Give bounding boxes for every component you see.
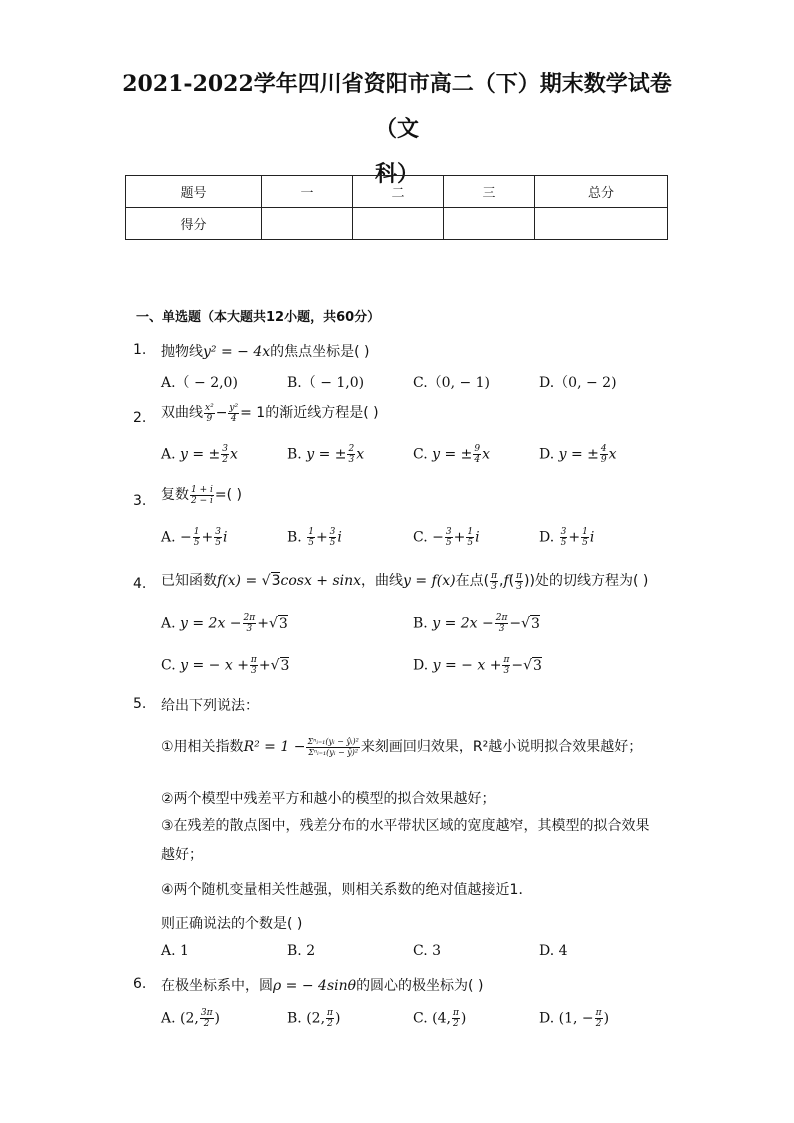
fraction (214, 527, 222, 548)
denominator: 9 (206, 413, 213, 424)
denominator: 3 (348, 455, 355, 465)
denominator: 5 (560, 538, 567, 548)
operator: + (568, 529, 581, 546)
fraction (221, 444, 229, 465)
fraction (452, 1008, 460, 1029)
denominator: 4 (230, 413, 237, 424)
score-header-cell: 三 (444, 176, 535, 208)
math-expr: (2, (306, 1010, 326, 1027)
numerator: 1 (193, 527, 200, 537)
option-label: C. (413, 446, 428, 463)
stem-text: ①用相关指数 (161, 739, 244, 755)
fraction (326, 1008, 334, 1029)
stem-text: 处的切线方程为( ) (534, 573, 649, 589)
numerator: 2π (495, 613, 508, 623)
math-expr: y = f(x) (403, 573, 456, 589)
numerator: 4 (600, 444, 607, 454)
score-header-cell: 一 (262, 176, 353, 208)
question-stem (161, 341, 370, 361)
fraction (306, 737, 359, 758)
math-expr: x (230, 446, 238, 463)
option-label: C. (413, 529, 428, 546)
option-d: D. $\frac{3}{5}$ + $\frac{1}{5}$ i (539, 527, 595, 548)
question-number: 6. (133, 976, 147, 992)
option-c (413, 444, 490, 465)
option-b (287, 444, 364, 465)
score-cell (444, 208, 535, 240)
option-a: A. 1 (161, 943, 189, 959)
option-d: D. y = − x + $\frac{\pi}{3}$ −√3 (413, 655, 542, 676)
denominator: 5 (308, 538, 314, 548)
math-expr: y = ± (180, 446, 221, 463)
option-label: A. (161, 446, 176, 463)
option-label: C. (161, 657, 176, 674)
section-heading: 一、单选题（本大题共12小题，共60分） (136, 310, 381, 325)
option-b: B. 2 (287, 943, 316, 959)
option-c (413, 1008, 466, 1029)
math-expr: R² = 1 − (243, 739, 306, 755)
radicand: 3 (280, 657, 290, 674)
denominator: 5 (445, 538, 452, 548)
score-cell (535, 208, 668, 240)
fraction (560, 527, 568, 548)
option-a: A. y = 2x − $\frac{2\pi}{3}$ +√3 (161, 613, 288, 634)
math-expr: y = − x + (180, 657, 249, 674)
option-d (539, 444, 617, 465)
option-c: C. − $\frac{3}{5}$ + $\frac{1}{5}$ i (413, 527, 480, 548)
score-header-cell: 题号 (126, 176, 262, 208)
numerator: π (452, 1008, 459, 1018)
math-expr: x (482, 446, 491, 463)
denominator: 5 (193, 538, 200, 548)
fraction (204, 403, 215, 424)
denominator: 5 (215, 538, 221, 548)
denominator: 2 (222, 455, 229, 465)
math-expr: ) (603, 1010, 610, 1027)
fraction (495, 613, 509, 634)
denominator: 3 (516, 581, 522, 592)
fraction (473, 444, 481, 465)
question-number: 2. (133, 410, 147, 426)
question-number: 4. (133, 576, 147, 592)
math-expr: f(x) = (217, 573, 262, 589)
numerator: 3 (445, 527, 452, 537)
math-expr: x (356, 446, 365, 463)
stem-text: 复数 (161, 487, 189, 503)
math-expr: (4, (432, 1010, 451, 1027)
numerator: 3π (200, 1008, 213, 1018)
stem-text: 已知函数 (161, 573, 217, 589)
statement-2: ②两个模型中残差平方和越小的模型的拟合效果越好； (161, 791, 496, 807)
operator: + (453, 529, 466, 546)
math-expr: y = ± (558, 446, 599, 463)
option-c: C. y = − x + $\frac{\pi}{3}$ +√3 (161, 655, 290, 676)
question-stem (161, 975, 483, 995)
option-d (539, 1008, 609, 1029)
numerator: Σⁿᵢ₌₁(yᵢ − ŷᵢ)² (307, 736, 359, 746)
question-stem (161, 484, 242, 506)
fraction (595, 1008, 603, 1029)
denominator: 5 (582, 538, 588, 548)
denominator: 2 (203, 1019, 210, 1029)
fraction (347, 444, 355, 465)
math-expr: ) (460, 1010, 467, 1027)
option-b: B. $\frac{1}{5}$ + $\frac{3}{5}$ i (287, 527, 342, 548)
denominator: 3 (251, 666, 257, 676)
numerator: π (250, 655, 257, 665)
math-expr: ρ = − 4sinθ (273, 978, 357, 994)
option-a (161, 1008, 220, 1029)
option-d: D. 4 (539, 943, 568, 959)
numerator: 2π (243, 613, 256, 623)
question-number: 5. (133, 696, 147, 712)
radicand: 3 (271, 573, 281, 589)
fraction (307, 527, 315, 548)
operator: + (258, 657, 271, 674)
question-ask: 则正确说法的个数是( ) (161, 916, 303, 932)
numerator: π (503, 655, 510, 665)
denominator: 3 (503, 666, 510, 676)
fraction (190, 485, 214, 506)
statement-4: ④两个随机变量相关性越强，则相关系数的绝对值越接近1． (161, 882, 533, 898)
option-label: D. (539, 529, 555, 546)
radicand: 3 (278, 615, 288, 632)
statement-3: ③在残差的散点图中，残差分布的水平带状区域的宽度越窄，其模型的拟合效果越好； (161, 818, 650, 863)
question-stem: 双曲线 $\frac{\text{x²}}{9}$ − $\frac{\text{y²}}{4}$ = 1的渐近线方程是( ) (161, 402, 379, 424)
score-cell (353, 208, 444, 240)
numerator: x² (205, 402, 214, 413)
option-label: D. (539, 446, 555, 463)
numerator: π (595, 1008, 602, 1018)
score-row-label: 得分 (126, 208, 262, 240)
math-expr: y = 2x − (180, 615, 242, 632)
math-expr: ) (334, 1010, 341, 1027)
stem-text: 在极坐标系中，圆 (161, 978, 273, 994)
numerator: π (327, 1008, 333, 1018)
sign: − (432, 529, 444, 546)
math-expr: (2, (180, 1010, 199, 1027)
score-cell (262, 208, 353, 240)
operator: − (511, 657, 524, 674)
fraction (193, 527, 201, 548)
stem-text: 在点 (455, 573, 484, 589)
stem-text: 抛物线 (161, 344, 203, 360)
stem-text: 双曲线 (161, 405, 203, 421)
option-label: A. (161, 529, 176, 546)
numerator: 1 (467, 527, 474, 537)
numerator: 3 (560, 527, 567, 537)
option-b: B. y = 2x − $\frac{2\pi}{3}$ −√3 (413, 613, 540, 634)
denominator: 3 (246, 624, 253, 634)
stem-text: =( ) (214, 487, 242, 503)
fraction (515, 571, 523, 592)
option-c: C. 3 (413, 943, 442, 959)
denominator: 5 (467, 538, 474, 548)
radicand: 3 (533, 657, 542, 674)
option-label: C. (413, 1010, 428, 1027)
operator: − (509, 615, 522, 632)
fraction (466, 527, 474, 548)
question-stem: 给出下列说法： (161, 698, 259, 714)
option-label: D. (413, 657, 429, 674)
option-label: A. (161, 615, 176, 632)
option-label: A. (161, 1010, 176, 1027)
option-c: C.（0, − 1) (413, 375, 491, 391)
denominator: 2 (327, 1019, 333, 1029)
numerator: 2 (348, 444, 355, 454)
stem-text: = 1的渐近线方程是( ) (240, 405, 379, 421)
option-label: B. (287, 529, 302, 546)
fraction (445, 527, 453, 548)
math-expr: cosx + sinx (280, 573, 362, 589)
fraction (228, 403, 239, 424)
fraction (490, 571, 498, 592)
score-table (125, 175, 668, 240)
math-expr: y = ± (306, 446, 347, 463)
option-b: B.（ − 1,0) (287, 375, 365, 391)
option-label: B. (413, 615, 428, 632)
stem-text: 的焦点坐标是( ) (270, 344, 370, 360)
math-expr: x (608, 446, 617, 463)
denominator: 2 (595, 1019, 602, 1029)
fraction (329, 527, 337, 548)
sign: − (180, 529, 192, 546)
denominator: 2 (453, 1019, 459, 1029)
stem-text: ，曲线 (361, 573, 404, 589)
fraction (243, 613, 257, 634)
denominator: 3 (491, 581, 497, 592)
fraction (250, 655, 258, 676)
numerator: 1 (582, 527, 588, 537)
question-number: 1. (133, 342, 147, 358)
score-table-header-row (126, 176, 668, 208)
denominator: 3 (498, 624, 505, 634)
denominator: Σⁿᵢ₌₁(yᵢ − ȳ)² (308, 747, 359, 757)
title-line-1: 2021-2022学年四川省资阳市高二（下）期末数学试卷（文 (122, 71, 672, 142)
option-a (161, 444, 238, 465)
numerator: π (491, 570, 497, 581)
math-expr: y = − x + (432, 657, 502, 674)
option-d: D.（0, − 2) (539, 375, 617, 391)
operator: + (257, 615, 269, 632)
operator: + (201, 529, 214, 546)
operator: + (315, 529, 328, 546)
option-label: B. (287, 446, 302, 463)
score-table-row (126, 208, 668, 240)
numerator: 3 (222, 444, 229, 454)
math-expr: y = 2x − (432, 615, 494, 632)
denominator: 4 (474, 455, 481, 465)
question-number: 3. (133, 493, 147, 509)
math-expr: ) (214, 1010, 220, 1027)
denominator: 2 − i (191, 495, 213, 506)
fraction (581, 527, 589, 548)
option-b (287, 1008, 340, 1029)
stem-text: 的圆心的极坐标为( ) (356, 978, 484, 994)
numerator: 1 (308, 527, 314, 537)
denominator: 5 (329, 538, 336, 548)
option-a: A.（ − 2,0) (161, 375, 238, 391)
math-expr: (1, − (558, 1010, 594, 1027)
fraction (600, 444, 608, 465)
denominator: 9 (600, 455, 607, 465)
numerator: 3 (215, 527, 221, 537)
score-header-cell: 二 (353, 176, 444, 208)
math-expr: y = ± (432, 446, 473, 463)
question-stem: 已知函数f(x) = √3cosx + sinx，曲线y = f(x)在点( $\frac{\pi}{3}$ ,f( $\frac{\pi}{3}$ ))处的切线方程为( ) (161, 570, 649, 592)
radicand: 3 (531, 615, 540, 632)
numerator: 9 (474, 444, 481, 454)
fraction (502, 655, 510, 676)
title-line-2: 科） (374, 161, 419, 187)
option-a: A. − $\frac{1}{5}$ + $\frac{3}{5}$ i (161, 527, 228, 548)
numerator: y² (229, 402, 239, 413)
option-label: D. (539, 1010, 555, 1027)
fraction (200, 1008, 214, 1029)
score-header-cell: 总分 (535, 176, 668, 208)
numerator: 1 + i (191, 484, 213, 495)
stem-text: 来刻画回归效果，R²越小说明拟合效果越好； (360, 739, 643, 755)
numerator: 3 (329, 527, 336, 537)
math-expr: y² = − 4x (203, 344, 271, 360)
option-label: B. (287, 1010, 302, 1027)
numerator: π (516, 570, 523, 581)
statement-1 (161, 736, 642, 758)
